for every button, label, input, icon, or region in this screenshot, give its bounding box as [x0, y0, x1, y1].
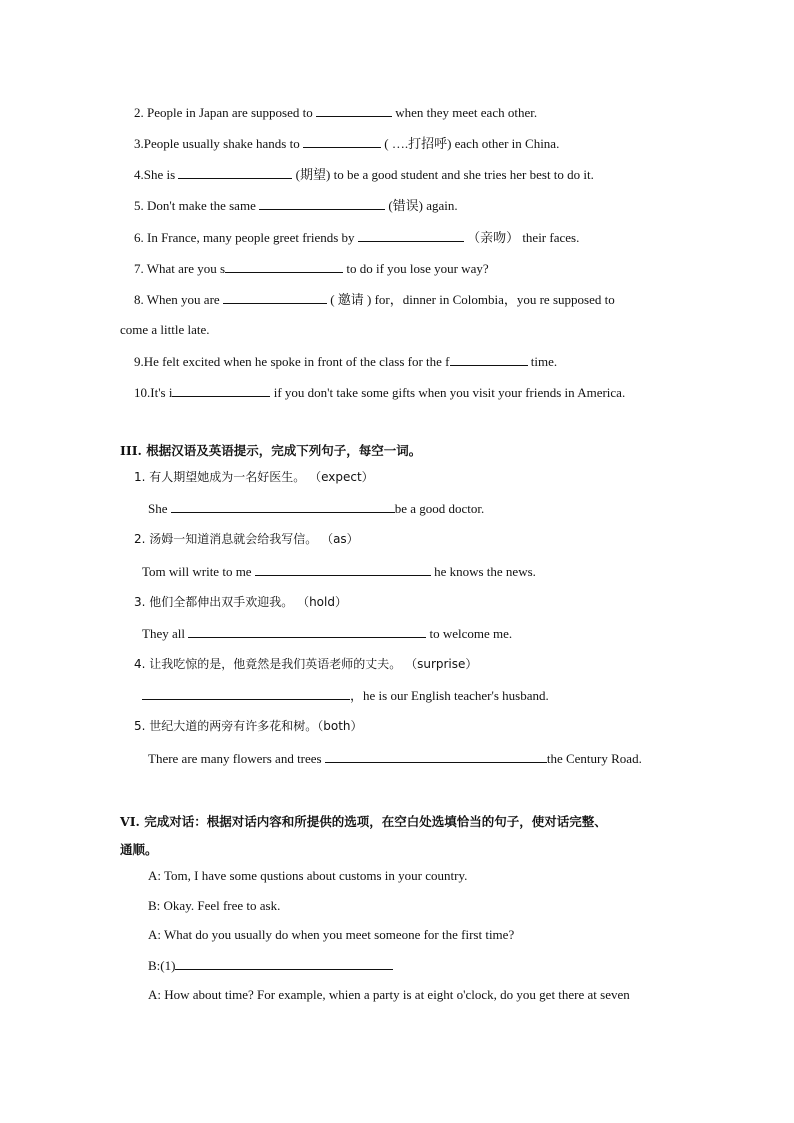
answer-blank[interactable] [172, 384, 270, 397]
prompt-cn-1: 1. 有人期望她成为一名好医生。 （expect） [134, 470, 374, 484]
dialogue-line: B: Okay. Feel free to ask. [148, 898, 281, 913]
prompt-cn-5: 5. 世纪大道的两旁有许多花和树。（both） [134, 719, 363, 733]
answer-blank[interactable] [171, 500, 395, 513]
exercise-line-4: 4.She is (期望) to be a good student and she tries her best to do it. [134, 167, 594, 182]
prompt-cn-3: 3. 他们全都伸出双手欢迎我。 （hold） [134, 595, 347, 609]
prompt-cn-2: 2. 汤姆一知道消息就会给我写信。 （as） [134, 532, 359, 546]
section-heading-6: VI. 完成对话：根据对话内容和所提供的选项，在空白处选填恰当的句子，使对话完整、 [120, 814, 607, 829]
exercise-line-5: 5. Don't make the same (错误) again. [134, 198, 458, 213]
dialogue-line: B:(1) [148, 957, 393, 974]
dialogue-line: A: What do you usually do when you meet someone for the first time? [148, 927, 515, 942]
dialogue-line: A: Tom, I have some qustions about customs in your country. [148, 868, 468, 883]
prompt-en-3: They all to welcome me. [142, 626, 513, 641]
exercise-line-7: 7. What are you s to do if you lose your way? [134, 261, 489, 276]
prompt-en-2: Tom will write to me he knows the news. [142, 564, 536, 579]
answer-blank[interactable] [316, 104, 392, 117]
dialogue-line: A: How about time? For example, whien a party is at eight o'clock, do you get there at seven [148, 987, 630, 1002]
exercise-line-2: 2. People in Japan are supposed to when they meet each other. [134, 105, 538, 120]
answer-blank[interactable] [178, 166, 292, 179]
exercise-line-6: 6. In France, many people greet friends by （亲吻） their faces. [134, 230, 580, 245]
prompt-en-4: ，he is our English teacher's husband. [142, 687, 549, 704]
answer-blank[interactable] [325, 750, 547, 763]
exercise-line-8-cont: come a little late. [120, 322, 210, 337]
prompt-en-5: There are many flowers and trees the Century Road. [148, 751, 642, 766]
answer-blank[interactable] [259, 197, 385, 210]
answer-blank[interactable] [358, 229, 464, 242]
exercise-line-10: 10.It's i if you don't take some gifts when you visit your friends in America. [134, 385, 626, 400]
section-heading-3: III. 根据汉语及英语提示，完成下列句子，每空一词。 [120, 443, 422, 458]
answer-blank[interactable] [303, 135, 381, 148]
answer-blank[interactable] [225, 260, 343, 273]
exercise-line-8: 8. When you are ( 邀请 ) for，dinner in Colombia，you re supposed to [134, 292, 615, 307]
prompt-en-1: She be a good doctor. [148, 501, 485, 516]
answer-blank[interactable] [142, 687, 350, 700]
answer-blank[interactable] [255, 563, 431, 576]
prompt-cn-4: 4. 让我吃惊的是，他竟然是我们英语老师的丈夫。 （surprise） [134, 657, 478, 671]
answer-blank[interactable] [223, 291, 327, 304]
exercise-line-9: 9.He felt excited when he spoke in front of the class for the f time. [134, 354, 558, 369]
section-heading-6-cont: 通顺。 [120, 842, 158, 857]
answer-blank[interactable] [450, 353, 528, 366]
answer-blank[interactable] [175, 957, 393, 970]
exercise-line-3: 3.People usually shake hands to ( ….打招呼) each other in China. [134, 136, 560, 151]
answer-blank[interactable] [188, 625, 426, 638]
